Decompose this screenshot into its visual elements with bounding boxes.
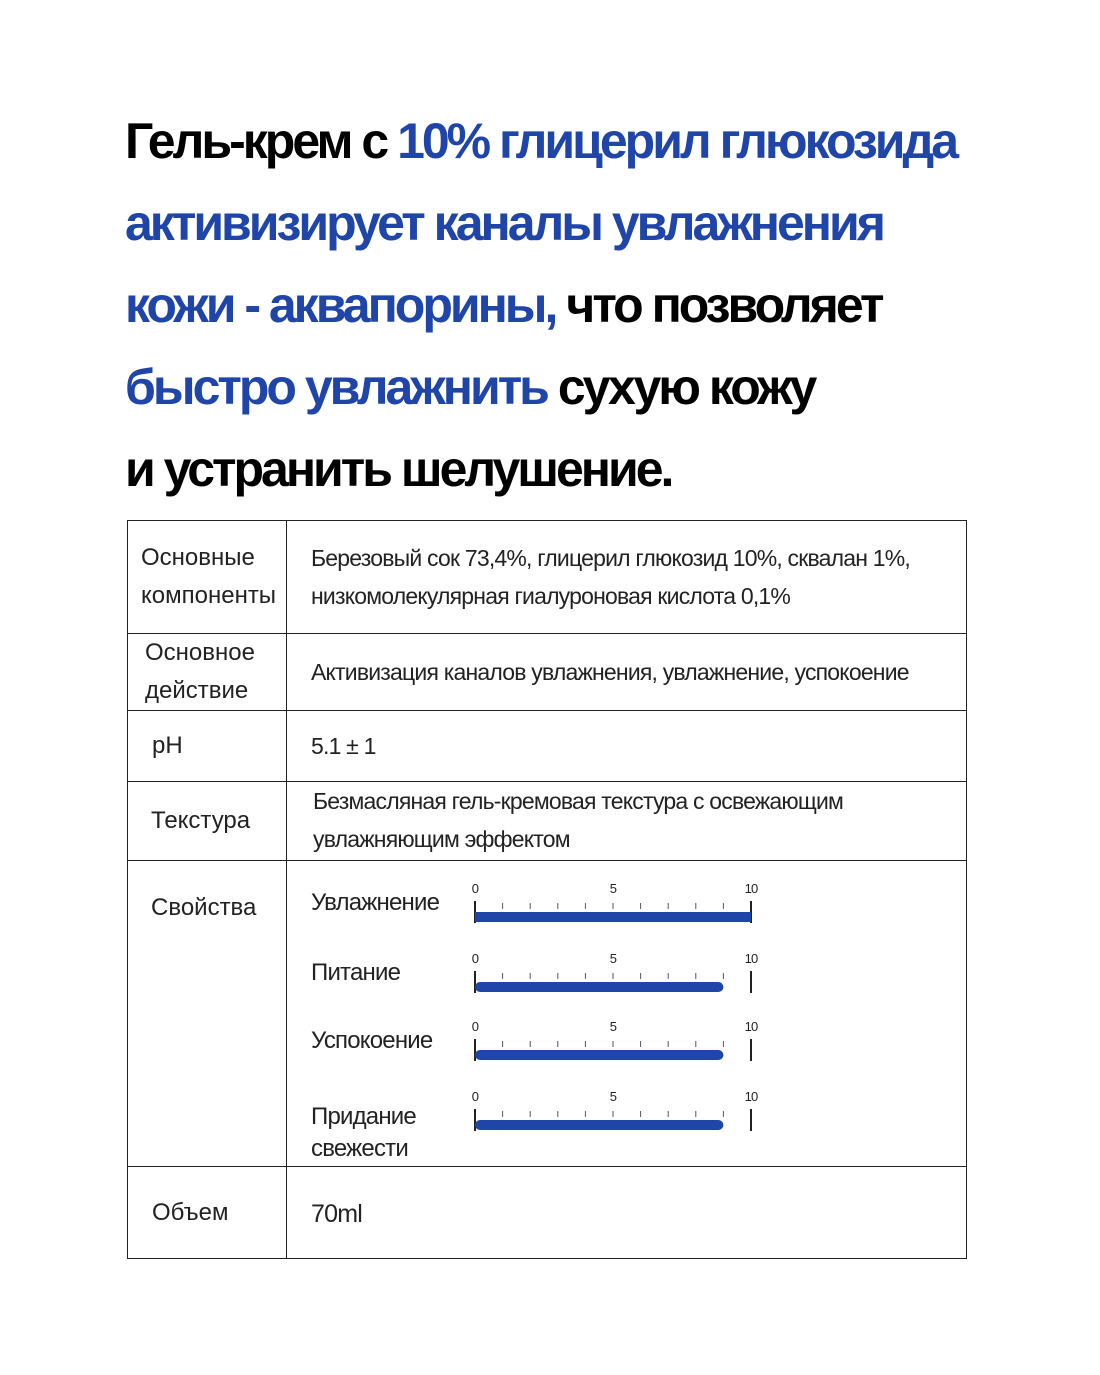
scale-tick-label: 5 — [609, 1089, 617, 1104]
property-name-line: Питание — [311, 959, 401, 986]
action-label — [128, 634, 287, 711]
texture-label: Текстура — [128, 782, 287, 861]
headline-highlight: активизирует каналы увлажнения — [125, 195, 883, 251]
headline-text: сухую кожу — [546, 359, 815, 415]
components-value-line: Березовый сок 73,4%, глицерил глюкозид 10%, сквалан 1%, — [311, 545, 911, 571]
scale-tick-label: 0 — [471, 1089, 479, 1104]
table-row-ph — [128, 711, 967, 782]
components-label-line: Основные — [141, 544, 255, 571]
headline-highlight: быстро увлажнить — [125, 359, 547, 415]
property-name-line: Увлажнение — [311, 889, 440, 916]
property-row — [287, 879, 967, 949]
components-value-line: низкомолекулярная гиалуроновая кислота 0,1% — [311, 583, 791, 609]
scale-tick-label: 10 — [744, 951, 758, 966]
headline-text: Гель-крем с — [125, 113, 398, 169]
texture-value — [287, 782, 967, 861]
action-value: Активизация каналов увлажнения, увлажнение, успокоение — [287, 634, 967, 711]
components-label-line: компоненты — [141, 582, 277, 609]
headline-line-4 — [125, 346, 1025, 428]
table-row-texture — [128, 782, 967, 861]
table-row-action — [128, 634, 967, 711]
components-label — [128, 521, 287, 634]
property-name-line: свежести — [311, 1135, 408, 1162]
properties-list — [287, 861, 966, 1166]
property-row — [287, 949, 967, 1019]
properties-value — [287, 861, 967, 1167]
scale-tick-label: 5 — [609, 951, 617, 966]
scale-tick-label: 10 — [744, 881, 758, 896]
rating-scale — [287, 1017, 807, 1087]
property-name-line: Успокоение — [311, 1027, 433, 1054]
action-label-line: действие — [145, 677, 249, 704]
scale-tick-label: 5 — [609, 1019, 617, 1034]
components-value — [287, 521, 967, 634]
table-row-components — [128, 521, 967, 634]
property-name-line: Придание — [311, 1103, 416, 1130]
table-row-volume — [128, 1167, 967, 1259]
volume-label: Объем — [128, 1167, 287, 1259]
scale-tick-label: 10 — [744, 1089, 758, 1104]
ph-label: pH — [128, 711, 287, 782]
headline-line-2 — [125, 182, 1025, 264]
scale-tick-label: 0 — [471, 1019, 479, 1034]
action-label-line: Основное — [145, 639, 255, 666]
headline-text: и устранить шелушение. — [125, 441, 672, 497]
scale-tick-label: 0 — [471, 951, 479, 966]
texture-value-line: увлажняющим эффектом — [313, 826, 570, 852]
rating-scale — [287, 1087, 807, 1157]
rating-bar — [475, 1050, 723, 1060]
headline-highlight: 10% глицерил глюкозида — [397, 113, 957, 169]
volume-value: 70ml — [287, 1167, 967, 1259]
headline-text: что позволяет — [555, 277, 882, 333]
spec-table — [127, 520, 967, 1259]
scale-tick-label: 0 — [471, 881, 479, 896]
table-row-properties — [128, 861, 967, 1167]
rating-scale — [287, 949, 807, 1019]
headline-highlight: кожи - аквапорины, — [125, 277, 556, 333]
headline — [125, 100, 1025, 510]
rating-bar — [475, 982, 723, 992]
property-row — [287, 1087, 967, 1162]
headline-line-3 — [125, 264, 1025, 346]
rating-bar — [475, 912, 751, 922]
rating-scale — [287, 879, 807, 949]
texture-value-line: Безмасляная гель-кремовая текстура с освежающим — [313, 788, 844, 814]
scale-tick-label: 10 — [744, 1019, 758, 1034]
properties-label: Свойства — [128, 861, 287, 1167]
ph-value: 5.1 ± 1 — [287, 711, 967, 782]
headline-line-5 — [125, 428, 1025, 510]
property-row — [287, 1017, 967, 1087]
headline-line-1 — [125, 100, 1025, 182]
scale-tick-label: 5 — [609, 881, 617, 896]
rating-bar — [475, 1120, 723, 1130]
